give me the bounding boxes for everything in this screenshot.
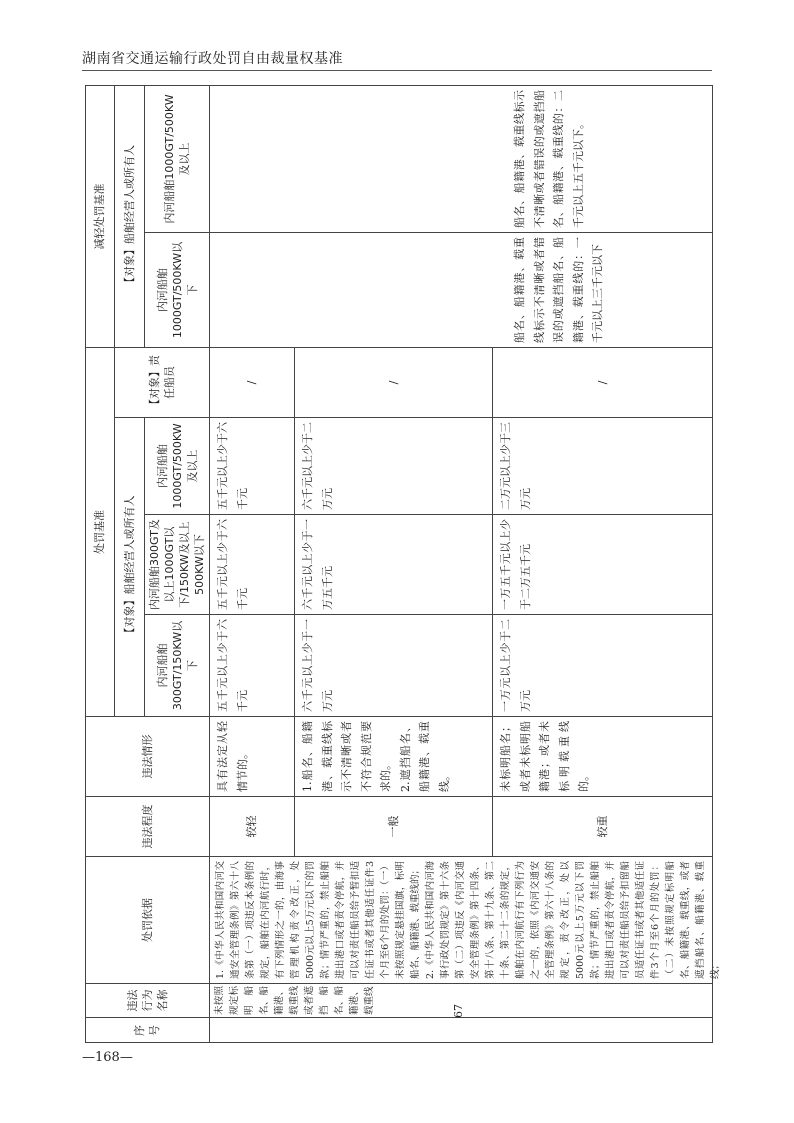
degree-cell-2: 一般: [295, 796, 493, 856]
lighter-below1000-cell: 船名、船籍港、载重线标示不清晰或者错误的或遮挡船名、船籍港、载重线的：一千元以上三千元以下: [210, 232, 713, 347]
lighter-1000-cell: 船名、船籍港、载重线标示不清晰或者错误的或遮挡船名、船籍港、载重线的：二千元以上五千元以下。: [210, 85, 713, 232]
penalty-owner-header: 【对象】船舶经营人或所有人: [115, 417, 145, 716]
degree-cell-3: 较重: [493, 796, 713, 856]
rotated-table: [85, 85, 721, 1043]
name-header: 违法行为名称: [85, 983, 210, 1017]
p300-1000-cell-2: 六千元以上少于一万五千元: [295, 514, 493, 614]
p1000-cell-2: 六千元以上少于二万元: [295, 417, 493, 514]
circumstance-cell-2: 1.船名、船籍港、载重线标示不清晰或者不符合规范要求的。 2.遮挡船名、船籍港、载重线。: [295, 716, 493, 796]
circumstance-cell-3: 未标明船名；或者未标明船籍港；或者未标明载重线的。: [493, 716, 713, 796]
p1000-cell-3: 二万元以上少于三万元: [493, 417, 713, 514]
basis-header: 处罚依据: [85, 856, 210, 983]
basis-cell: 1.《中华人民共和国内河交通安全管理条例》第六十八条第（一）项违反本条例的规定，船舶在内河航行时，有下列情形之一的，由海事管理机构责令改正，处5000元以上5万元以下的罚款；情节严重的，禁止船舶进出港口或者责令停航，并可以对责任船员给予暂扣适任证书或者其他适任证件3个月至6个月的处罚：（一）未按照规定悬挂国旗，标明船名、船籍港、载重线的； 2.《中华人民共和国内河海事行政处罚规定》第十六条第（二）项违反《内河交通安全管理条例》第十四条、第十八条、第十九条、第二十条、第二十二条的规定，船舶在内河航行有下列行为之一的，依照《内河交通安全管理条例》第六十八条的规定，责令改正，处以5000元以上5万元以下罚款；情节严重的，禁止船舶进出港口或者责令停航，并可以对责任船员给予扣留船员适任证书或者其他适任证件3个月至6个月的处罚：（二）未按照规定标明船名、船籍港、载重线，或者遮挡船名、船籍港、载重线；: [210, 856, 713, 983]
seq-cell: [210, 1017, 713, 1043]
col-300-1000-header: 内河船舶300GT及以上1000GT以下/150KW及以上500KW以下: [145, 514, 210, 614]
side-code: 67: [452, 1004, 465, 1018]
lighter-col-1000-header: 内河船舶1000GT/500KW及以上: [145, 85, 210, 232]
crew-header: 【对象】责任船员: [115, 347, 210, 417]
col-300-header: 内河船舶300GT/150KW以下: [145, 614, 210, 716]
p1000-cell-1: 五千元以上少于六千元: [210, 417, 295, 514]
lighter-penalty-header: 减轻处罚基准: [85, 85, 115, 347]
violation-name-cell: 未按照规定标明船名、船籍港、载重线或者遮挡船名、船籍港、载重线: [210, 983, 713, 1017]
p300-1000-cell-1: 五千元以上少于六千元: [210, 514, 295, 614]
p300-cell-3: 一万元以上少于二万元: [493, 614, 713, 716]
circumstance-cell-1: 具有法定从轻情节的。: [210, 716, 295, 796]
p300-cell-2: 六千元以上少于一万元: [295, 614, 493, 716]
p300-1000-cell-3: 一万五千元以上少于二万五千元: [493, 514, 713, 614]
p300-cell-1: 五千元以上少于六千元: [210, 614, 295, 716]
degree-header: 违法程度: [85, 796, 210, 856]
crew-cell-3: /: [493, 347, 713, 417]
header-rule: [82, 70, 712, 71]
seq-header: 序号: [85, 1017, 210, 1043]
page-number: —168—: [82, 1050, 133, 1065]
crew-cell-1: /: [210, 347, 295, 417]
penalty-header: 处罚基准: [85, 347, 115, 716]
col-1000-header: 内河船舶1000GT/500KW及以上: [145, 417, 210, 514]
running-header: 湖南省交通运输行政处罚自由裁量权基准: [82, 51, 343, 67]
lighter-owner-header: 【对象】船舶经营人或所有人: [115, 85, 145, 347]
degree-cell-1: 较轻: [210, 796, 295, 856]
crew-cell-2: /: [295, 347, 493, 417]
lighter-col-below1000-header: 内河船舶1000GT/500KW以下: [145, 232, 210, 347]
circumstance-header: 违法情形: [85, 716, 210, 796]
